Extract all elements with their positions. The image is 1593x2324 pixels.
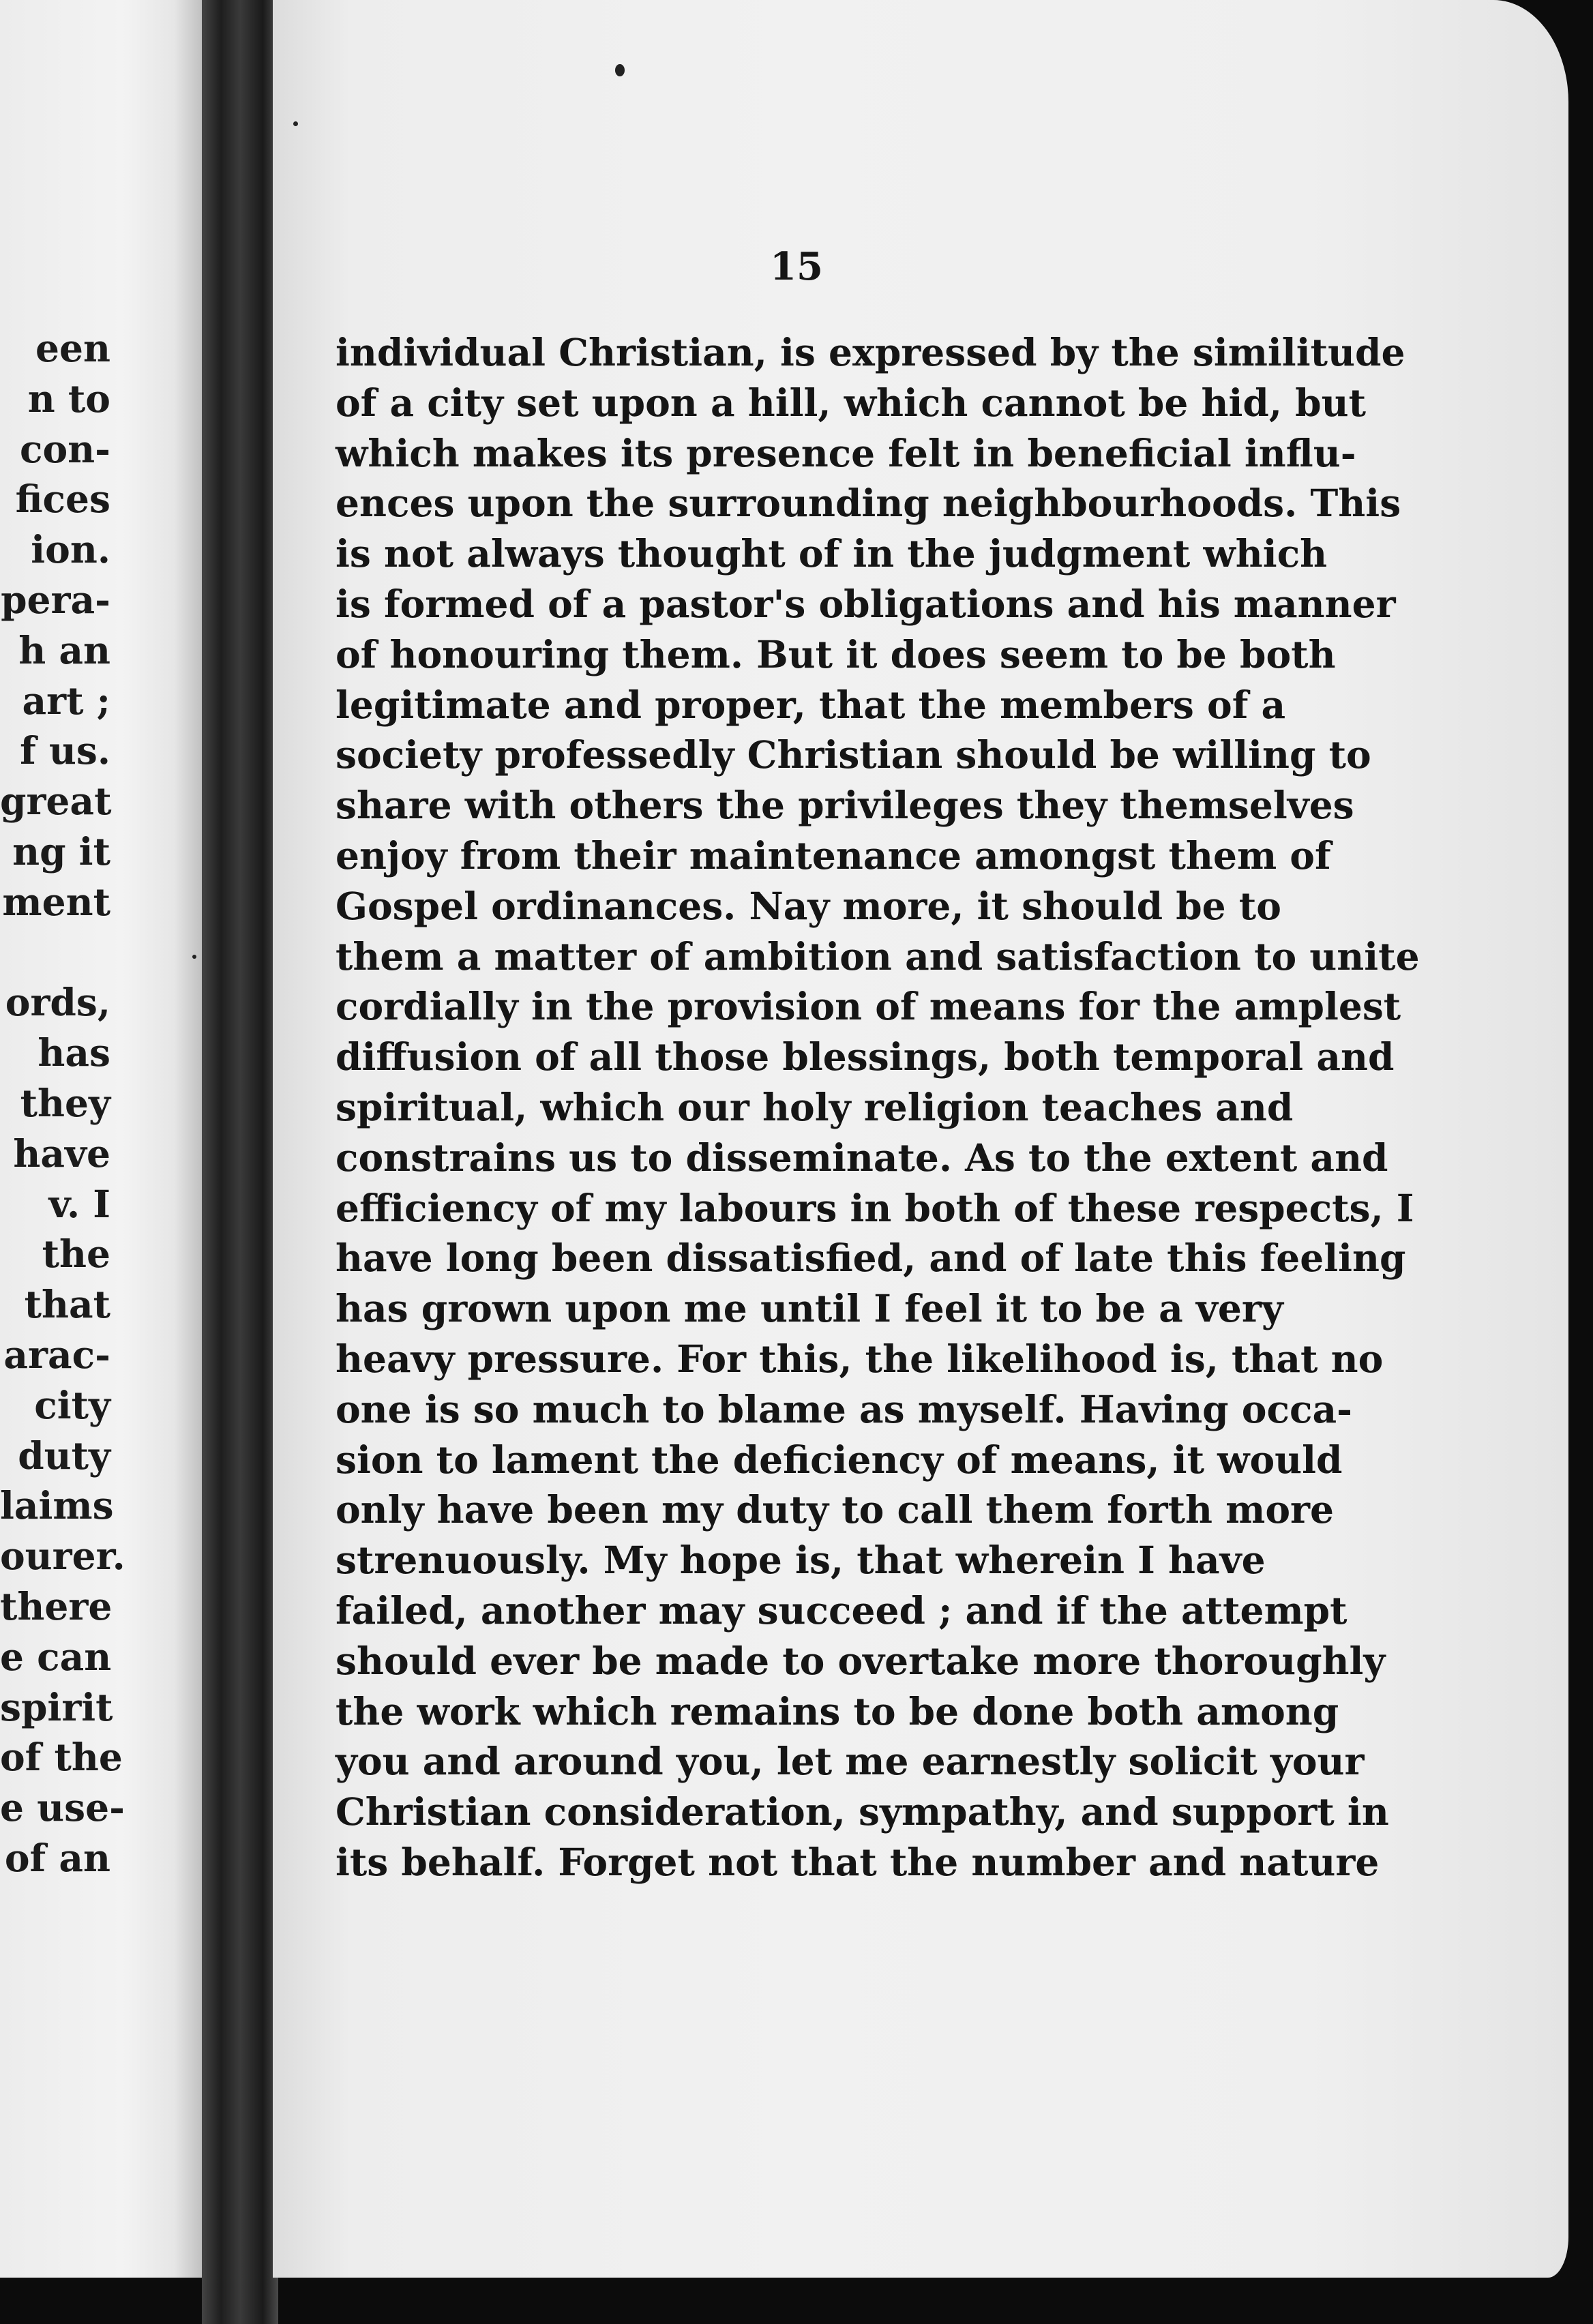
facing-line: ng it [12, 829, 110, 874]
facing-line: there [0, 1583, 113, 1628]
text-line: have long been dissatisfied, and of late this feeling [336, 1236, 1406, 1281]
facing-line: fices [15, 477, 110, 522]
text-line: cordially in the provision of means for the amplest [336, 984, 1401, 1029]
facing-line: of the [0, 1735, 123, 1780]
text-line: should ever be made to overtake more thoroughly [336, 1638, 1386, 1683]
text-line: you and around you, let me earnestly solicit your [336, 1739, 1365, 1784]
text-line: is not always thought of in the judgment which [336, 531, 1328, 576]
body-text [336, 327, 1420, 1888]
text-line: one is so much to blame as myself. Having occa- [336, 1386, 1352, 1431]
facing-line [0, 927, 110, 978]
text-line: diffusion of all those blessings, both temporal and [336, 1034, 1395, 1079]
text-line: enjoy from their maintenance amongst them of [336, 833, 1331, 878]
facing-line: great [0, 779, 112, 824]
text-line: of a city set upon a hill, which cannot be hid, but [336, 380, 1366, 425]
facing-line: v. I [48, 1181, 110, 1226]
facing-line: ourer. [0, 1534, 125, 1579]
facing-line: een [35, 326, 110, 370]
text-line: heavy pressure. For this, the likelihood is, that no [336, 1336, 1384, 1381]
facing-line: ords, [5, 980, 110, 1025]
facing-line: has [38, 1030, 110, 1075]
text-line: Christian consideration, sympathy, and support in [336, 1789, 1389, 1834]
facing-line: n to [27, 376, 110, 421]
text-line: strenuously. My hope is, that wherein I have [336, 1538, 1266, 1583]
facing-line: the [42, 1232, 110, 1277]
facing-line: ion. [31, 527, 110, 572]
text-line: is formed of a pastor's obligations and his manner [336, 581, 1396, 626]
facing-line: art ; [22, 678, 110, 723]
text-line: society professedly Christian should be willing to [336, 732, 1371, 777]
text-line: which makes its presence felt in beneficial influ- [336, 430, 1356, 475]
facing-page-text [0, 323, 125, 1883]
facing-line: pera- [1, 577, 110, 622]
text-line: failed, another may succeed ; and if the attempt [336, 1588, 1348, 1633]
facing-line: that [24, 1282, 110, 1327]
facing-line: h an [18, 627, 110, 672]
facing-line: have [13, 1131, 110, 1176]
facing-line: city [34, 1382, 110, 1427]
facing-line: e use- [0, 1785, 125, 1830]
page-number: 15 [770, 244, 823, 289]
text-line: has grown upon me until I feel it to be a very [336, 1286, 1283, 1331]
facing-line: duty [18, 1433, 110, 1478]
text-line: ences upon the surrounding neighbourhoods. This [336, 481, 1401, 526]
text-line: the work which remains to be done both among [336, 1688, 1339, 1733]
text-line: constrains us to disseminate. As to the extent and [336, 1135, 1388, 1180]
facing-line: con- [20, 426, 110, 471]
text-line: spiritual, which our holy religion teaches and [336, 1084, 1294, 1129]
ink-speck [192, 955, 196, 959]
text-line: its behalf. Forget not that the number and nature [336, 1839, 1380, 1884]
facing-line: e can [0, 1634, 112, 1679]
facing-line: of an [4, 1835, 110, 1880]
text-line: Gospel ordinances. Nay more, it should be to [336, 883, 1281, 928]
text-line: individual Christian, is expressed by the similitude [336, 330, 1405, 374]
facing-line: laims [0, 1483, 114, 1528]
facing-line: they [20, 1080, 110, 1125]
text-line: efficiency of my labours in both of these respects, I [336, 1185, 1414, 1230]
ink-speck [615, 64, 625, 76]
text-line: them a matter of ambition and satisfaction to unite [336, 934, 1420, 979]
text-line: legitimate and proper, that the members of a [336, 682, 1286, 727]
facing-line: spirit [0, 1684, 113, 1729]
facing-line: f us. [20, 728, 110, 773]
facing-line: ment [2, 879, 110, 924]
book-gutter [202, 0, 278, 2324]
text-line: share with others the privileges they themselves [336, 783, 1354, 828]
facing-line: arac- [3, 1332, 110, 1377]
ink-speck [293, 121, 298, 126]
facing-page [0, 0, 205, 2278]
text-line: only have been my duty to call them forth more [336, 1487, 1334, 1532]
text-line: of honouring them. But it does seem to be both [336, 631, 1336, 676]
text-line: sion to lament the deficiency of means, it would [336, 1437, 1343, 1482]
